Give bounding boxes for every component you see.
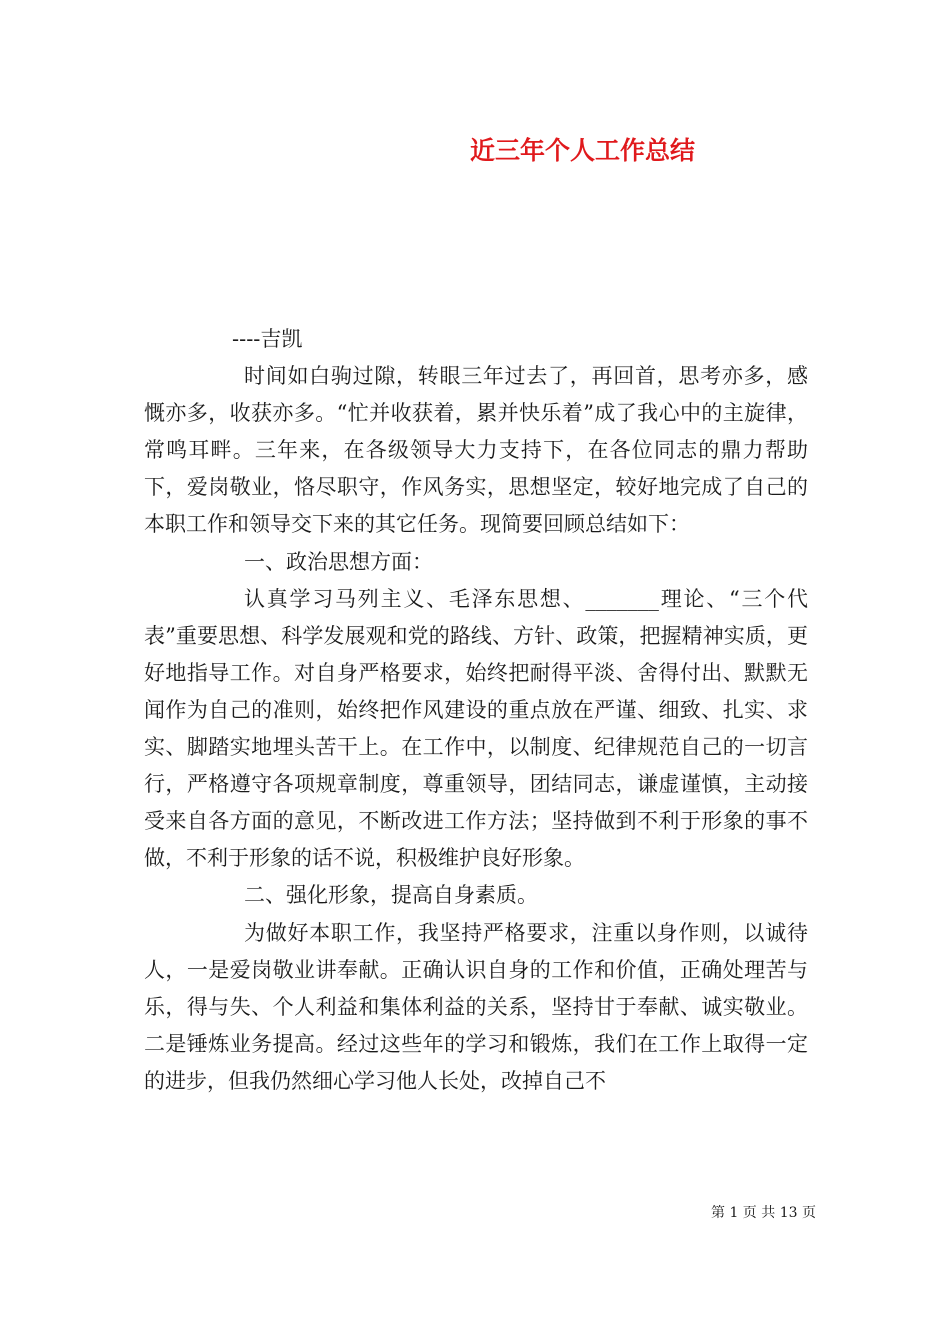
page-number: 第 1 页 共 13 页 [711,1205,816,1221]
section-heading-1: 一、政治思想方面： [244,549,433,574]
paragraph-politics: 认真学习马列主义、毛泽东思想、_______理论、“三个代表”重要思想、科学发展观和党的路线、方针、政策，把握精神实质，更好地指导工作。对自身严格要求，始终把耐得平淡、舍得付出、默默无闻作为自己的准则，始终把作风建设的重点放在严谨、细致、扎实、求实、脚踏实地埋头苦干上。在工作中，以制度、纪律规范自己的一切言行，严格遵守各项规章制度，尊重领导，团结同志，谦虚谨慎，主动接受来自各方面的意见，不断改进工作方法；坚持做到不利于形象的事不做，不利于形象的话不说，积极维护良好形象。 [144,586,808,871]
document-title: 近三年个人工作总结 [470,136,696,165]
paragraph-intro: 时间如白驹过隙，转眼三年过去了，再回首，思考亦多，感慨亦多，收获亦多。“忙并收获着，累并快乐着”成了我心中的主旋律，常鸣耳畔。三年来，在各级领导大力支持下，在各位同志的鼎力帮助下，爱岗敬业，恪尽职守，作风务实，思想坚定，较好地完成了自己的本职工作和领导交下来的其它任务。现简要回顾总结如下： [144,364,808,537]
document-body [144,321,808,1100]
author-line: ----吉凯 [232,327,303,351]
paragraph-image: 为做好本职工作，我坚持严格要求，注重以身作则，以诚待人，一是爱岗敬业讲奉献。正确认识自身的工作和价值，正确处理苦与乐，得与失、个人利益和集体利益的关系，坚持甘于奉献、诚实敬业。二是锤炼业务提高。经过这些年的学习和锻炼，我们在工作上取得一定的进步，但我仍然细心学习他人长处，改掉自己不 [144,920,808,1093]
section-heading-2: 二、强化形象，提高自身素质。 [244,883,538,908]
title-area [0,0,950,200]
